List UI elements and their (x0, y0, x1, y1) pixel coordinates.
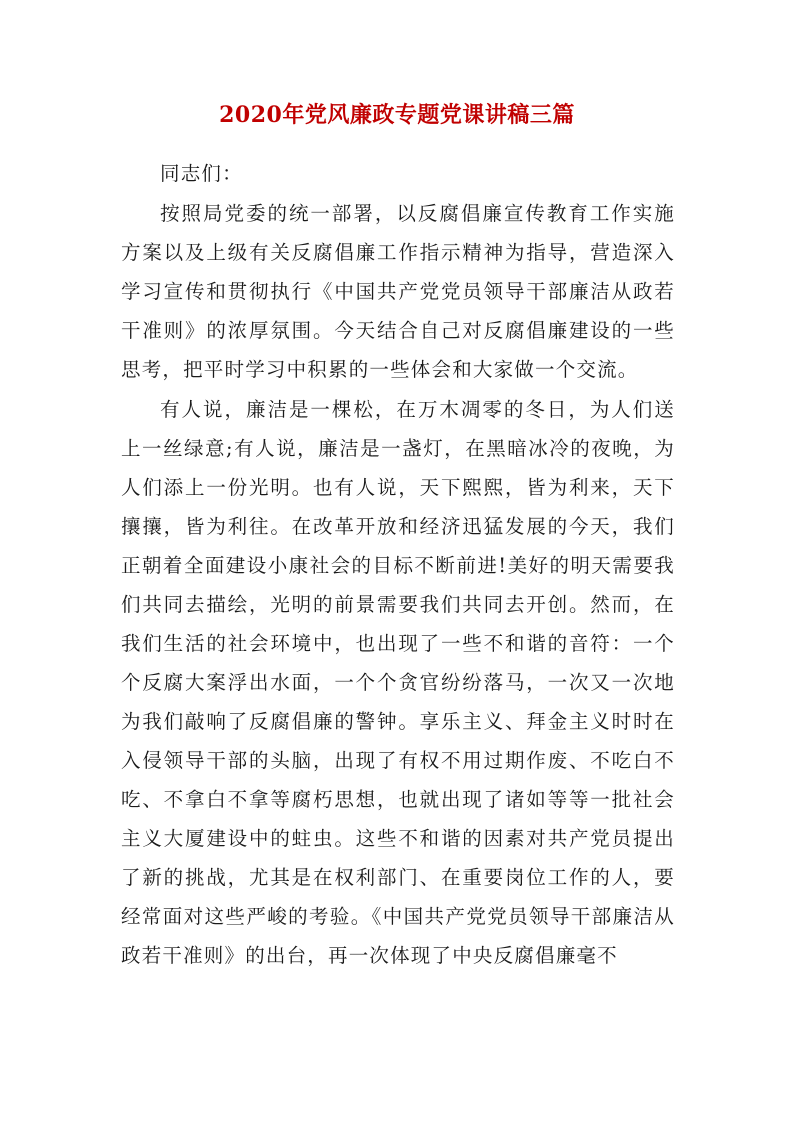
document-body (121, 154, 675, 976)
document-title: 2020年党风廉政专题党课讲稿三篇 (219, 102, 575, 128)
salutation-paragraph: 同志们： (160, 162, 243, 185)
body-paragraph: 按照局党委的统一部署，以反腐倡廉宣传教育工作实施方案以及上级有关反腐倡廉工作指示精神为指导，营造深入学习宣传和贯彻执行《中国共产党党员领导干部廉洁从政若干准则》的浓厚氛围。今天结合自己对反腐倡廉建设的一些思考，把平时学习中积累的一些体会和大家做一个交流。 (121, 202, 675, 381)
body-paragraph: 有人说，廉洁是一棵松，在万木凋零的冬日，为人们送上一丝绿意;有人说，廉洁是一盏灯，在黑暗冰冷的夜晚，为人们添上一份光明。也有人说，天下熙熙，皆为利来，天下攘攘，皆为利往。在改革开放和经济迅猛发展的今天，我们正朝着全面建设小康社会的目标不断前进!美好的明天需要我们共同去描绘，光明的前景需要我们共同去开创。然而，在我们生活的社会环境中，也出现了一些不和谐的音符：一个个反腐大案浮出水面，一个个贪官纷纷落马，一次又一次地为我们敲响了反腐倡廉的警钟。享乐主义、拜金主义时时在入侵领导干部的头脑，出现了有权不用过期作废、不吃白不吃、不拿白不拿等腐朽思想，也就出现了诸如等等一批社会主义大厦建设中的蛀虫。这些不和谐的因素对共产党员提出了新的挑战，尤其是在权利部门、在重要岗位工作的人，要经常面对这些严峻的考验。《中国共产党党员领导干部廉洁从政若干准则》的出台，再一次体现了中央反腐倡廉毫不 (121, 398, 675, 967)
